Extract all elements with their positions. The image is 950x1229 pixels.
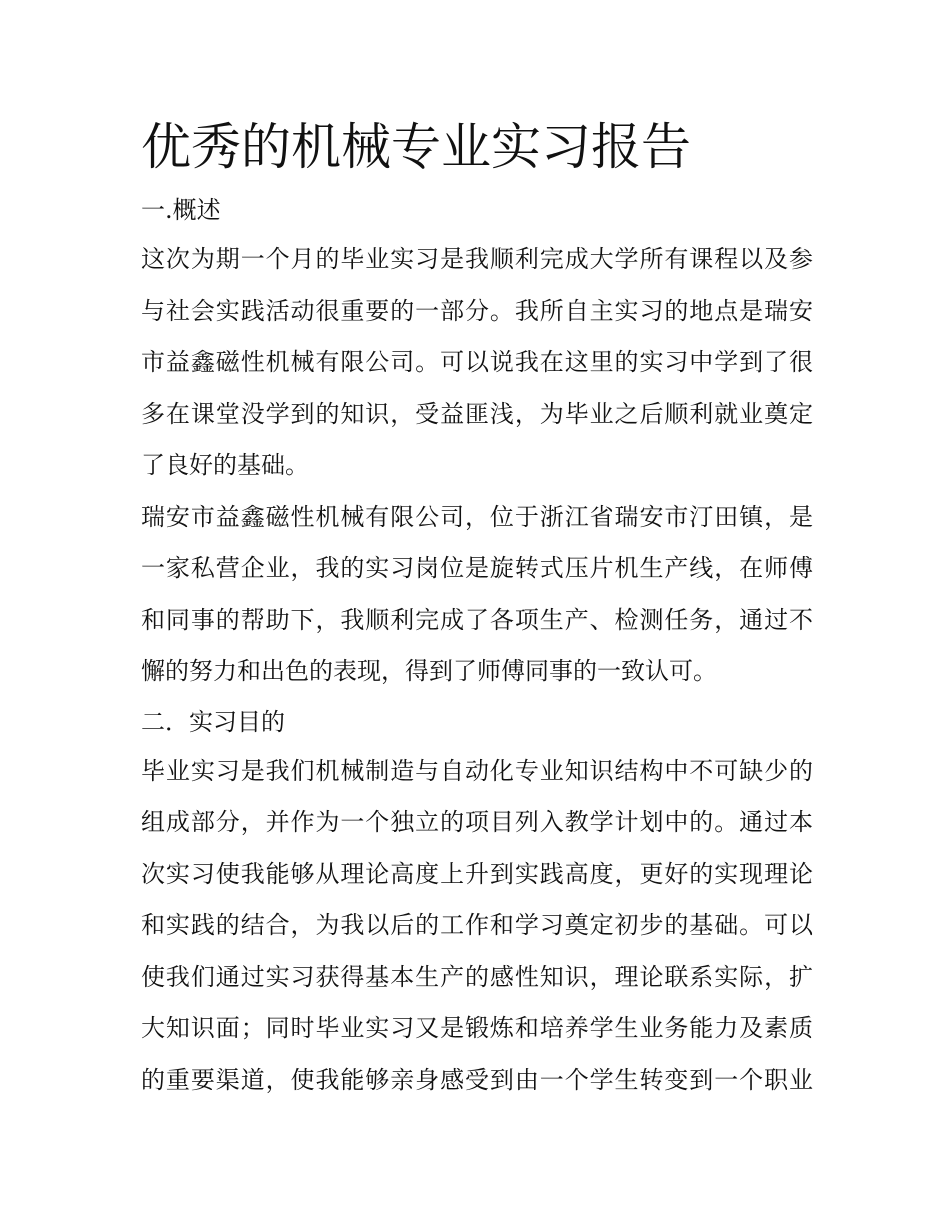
paragraph-line: 与社会实践活动很重要的一部分。我所自主实习的地点是瑞安 — [141, 296, 813, 325]
paragraph — [141, 234, 813, 492]
paragraph-line: 次实习使我能够从理论高度上升到实践高度，更好的实现理论 — [141, 859, 813, 888]
section-heading: 一.概述 — [141, 196, 221, 224]
paragraph-line: 和实践的结合，为我以后的工作和学习奠定初步的基础。可以 — [141, 911, 813, 939]
section-purpose — [141, 698, 813, 1107]
document-content — [141, 112, 813, 1106]
paragraph-line: 大知识面；同时毕业实习又是锻炼和培养学生业务能力及素质 — [141, 1014, 813, 1042]
document-title: 优秀的机械专业实习报告 — [141, 118, 691, 176]
paragraph-line: 多在课堂没学到的知识，受益匪浅，为毕业之后顺利就业奠定 — [141, 399, 813, 428]
section-heading: 二．实习目的 — [141, 707, 285, 736]
paragraph-line: 一家私营企业，我的实习岗位是旋转式压片机生产线，在师傅 — [141, 554, 813, 582]
paragraph-line: 毕业实习是我们机械制造与自动化专业知识结构中不可缺少的 — [141, 756, 813, 785]
paragraph-line: 组成部分，并作为一个独立的项目列入教学计划中的。通过本 — [141, 808, 813, 836]
paragraph-line: 懈的努力和出色的表现，得到了师傅同事的一致认可。 — [141, 657, 717, 685]
paragraph-line: 市益鑫磁性机械有限公司。可以说我在这里的实习中学到了很 — [141, 348, 813, 376]
paragraph-line: 瑞安市益鑫磁性机械有限公司，位于浙江省瑞安市汀田镇，是 — [141, 502, 813, 531]
paragraph — [141, 492, 813, 698]
paragraph-line: 的重要渠道，使我能够亲身感受到由一个学生转变到一个职业 — [141, 1065, 813, 1094]
paragraph-line: 这次为期一个月的毕业实习是我顺利完成大学所有课程以及参 — [141, 245, 813, 273]
paragraph-line: 了良好的基础。 — [141, 451, 309, 479]
section-overview — [141, 186, 813, 698]
paragraph-line: 使我们通过实习获得基本生产的感性知识，理论联系实际，扩 — [141, 962, 813, 991]
paragraph — [141, 746, 813, 1107]
paragraph-line: 和同事的帮助下，我顺利完成了各项生产、检测任务，通过不 — [141, 605, 813, 634]
